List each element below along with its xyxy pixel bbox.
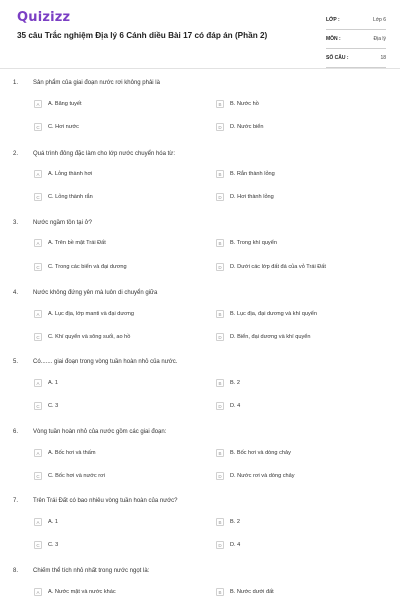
- option-text: C. Trong các biển và đại dương: [48, 264, 127, 270]
- option-badge: B: [216, 449, 224, 457]
- option-badge: C: [34, 402, 42, 410]
- option-text: A. Nước mặt và nước khác: [48, 589, 116, 595]
- meta-subject-label: MÔN :: [326, 35, 341, 42]
- option-b[interactable]: [216, 517, 240, 527]
- option-d[interactable]: [216, 540, 240, 550]
- option-a[interactable]: [34, 169, 92, 179]
- option-b[interactable]: [216, 99, 259, 109]
- header-divider: [0, 68, 400, 69]
- question-number: 5.: [13, 359, 19, 365]
- option-badge: A: [34, 518, 42, 526]
- option-a[interactable]: [34, 378, 58, 388]
- option-text: C. Hơi nước: [48, 124, 79, 130]
- option-badge: A: [34, 449, 42, 457]
- option-a[interactable]: [34, 587, 116, 597]
- question-text: Trên Trái Đất có bao nhiêu vòng tuần hoàn của nước?: [33, 498, 178, 504]
- question-text: Nước không đứng yên mà luôn di chuyển giữa: [33, 290, 158, 296]
- worksheet-header: [0, 0, 400, 70]
- option-b[interactable]: [216, 448, 291, 458]
- option-badge: C: [34, 333, 42, 341]
- meta-grade-value: Lớp 6: [372, 16, 386, 23]
- option-c[interactable]: [34, 122, 79, 132]
- option-badge: D: [216, 263, 224, 271]
- option-badge: D: [216, 402, 224, 410]
- question-text: Vòng tuần hoàn nhỏ của nước gồm các giai đoạn:: [33, 429, 167, 435]
- option-text: D. 4: [230, 403, 241, 409]
- meta-grade-row: [326, 12, 386, 30]
- option-b[interactable]: [216, 378, 240, 388]
- question-text: Có....... giai đoạn trong vòng tuần hoàn nhỏ của nước.: [33, 359, 178, 365]
- option-a[interactable]: [34, 448, 96, 458]
- question-number: 8.: [13, 568, 19, 574]
- option-text: C. Bốc hơi và nước rơi: [48, 473, 106, 479]
- option-badge: C: [34, 193, 42, 201]
- option-text: B. Nước dưới đất: [230, 589, 274, 595]
- option-d[interactable]: [216, 262, 326, 272]
- option-badge: B: [216, 170, 224, 178]
- option-c[interactable]: [34, 471, 105, 481]
- option-badge: A: [34, 239, 42, 247]
- quizizz-logo: Quizizz: [17, 10, 71, 25]
- option-badge: A: [34, 588, 42, 596]
- option-badge: B: [216, 310, 224, 318]
- option-text: B. Lục địa, đại dương và khí quyển: [230, 311, 318, 317]
- option-badge: D: [216, 193, 224, 201]
- option-badge: A: [34, 100, 42, 108]
- meta-subject-value: Địa lý: [373, 35, 386, 42]
- question-number: 2.: [13, 151, 19, 157]
- option-d[interactable]: [216, 122, 264, 132]
- option-text: C. 3: [48, 542, 59, 548]
- option-text: A. Trên bề mặt Trái Đất: [48, 240, 106, 246]
- option-text: C. Khí quyển và sông suối, ao hồ: [48, 334, 131, 340]
- option-text: C. 3: [48, 403, 59, 409]
- option-a[interactable]: [34, 238, 106, 248]
- option-badge: C: [34, 263, 42, 271]
- option-badge: C: [34, 123, 42, 131]
- worksheet-title: 35 câu Trắc nghiệm Địa lý 6 Cánh diều Bài 17 có đáp án (Phần 2): [17, 31, 268, 40]
- worksheet-meta: [326, 12, 386, 68]
- option-text: D. Hơi thành lỏng: [230, 194, 274, 200]
- question-text: Quá trình đông đặc làm cho lớp nước chuyển hóa từ:: [33, 151, 175, 157]
- option-badge: B: [216, 518, 224, 526]
- option-a[interactable]: [34, 309, 134, 319]
- meta-count-value: 18: [380, 54, 386, 61]
- meta-grade-label: LỚP :: [326, 16, 340, 23]
- option-c[interactable]: [34, 401, 58, 411]
- option-text: B. Nước hồ: [230, 101, 259, 107]
- option-text: B. 2: [230, 519, 240, 525]
- question-number: 1.: [13, 80, 19, 86]
- option-text: A. 1: [48, 380, 58, 386]
- option-badge: A: [34, 379, 42, 387]
- option-c[interactable]: [34, 262, 127, 272]
- question-number: 3.: [13, 220, 19, 226]
- meta-count-label: SỐ CÂU :: [326, 54, 349, 61]
- option-b[interactable]: [216, 169, 275, 179]
- option-badge: B: [216, 100, 224, 108]
- option-badge: B: [216, 239, 224, 247]
- meta-count-row: [326, 50, 386, 68]
- question-number: 4.: [13, 290, 19, 296]
- option-badge: D: [216, 541, 224, 549]
- option-text: B. Rắn thành lỏng: [230, 171, 275, 177]
- option-badge: C: [34, 541, 42, 549]
- option-text: D. Nước biển: [230, 124, 264, 130]
- option-b[interactable]: [216, 587, 274, 597]
- option-badge: D: [216, 123, 224, 131]
- option-badge: B: [216, 588, 224, 596]
- option-d[interactable]: [216, 471, 295, 481]
- option-c[interactable]: [34, 540, 58, 550]
- option-b[interactable]: [216, 238, 277, 248]
- option-text: C. Lỏng thành rắn: [48, 194, 93, 200]
- option-d[interactable]: [216, 332, 311, 342]
- question-number: 7.: [13, 498, 19, 504]
- option-badge: C: [34, 472, 42, 480]
- option-c[interactable]: [34, 332, 130, 342]
- question-number: 6.: [13, 429, 19, 435]
- option-a[interactable]: [34, 517, 58, 527]
- option-b[interactable]: [216, 309, 317, 319]
- option-text: D. Biển, đại dương và khí quyển: [230, 334, 311, 340]
- question-text: Nước ngầm tồn tại ở?: [33, 220, 92, 226]
- option-text: A. Lỏng thành hơi: [48, 171, 93, 177]
- question-text: Chiếm thể tích nhỏ nhất trong nước ngọt là:: [33, 568, 150, 574]
- option-d[interactable]: [216, 401, 240, 411]
- option-text: B. 2: [230, 380, 240, 386]
- option-text: B. Trong khí quyển: [230, 240, 277, 246]
- option-text: A. Lục địa, lớp manti và đại dương: [48, 311, 135, 317]
- option-text: A. Băng tuyết: [48, 101, 82, 107]
- option-a[interactable]: [34, 99, 82, 109]
- option-badge: A: [34, 310, 42, 318]
- option-text: A. 1: [48, 519, 58, 525]
- option-d[interactable]: [216, 192, 274, 202]
- option-badge: B: [216, 379, 224, 387]
- meta-subject-row: [326, 31, 386, 49]
- option-text: D. 4: [230, 542, 241, 548]
- option-badge: D: [216, 472, 224, 480]
- option-text: A. Bốc hơi và thấm: [48, 450, 96, 456]
- option-c[interactable]: [34, 192, 93, 202]
- question-text: Sản phẩm của giai đoạn nước rơi không phải là: [33, 80, 160, 86]
- option-badge: D: [216, 333, 224, 341]
- option-badge: A: [34, 170, 42, 178]
- option-text: D. Nước rơi và dòng chảy: [230, 473, 295, 479]
- option-text: D. Dưới các lớp đất đá của vỏ Trái Đất: [230, 264, 326, 270]
- option-text: B. Bốc hơi và dòng chảy: [230, 450, 291, 456]
